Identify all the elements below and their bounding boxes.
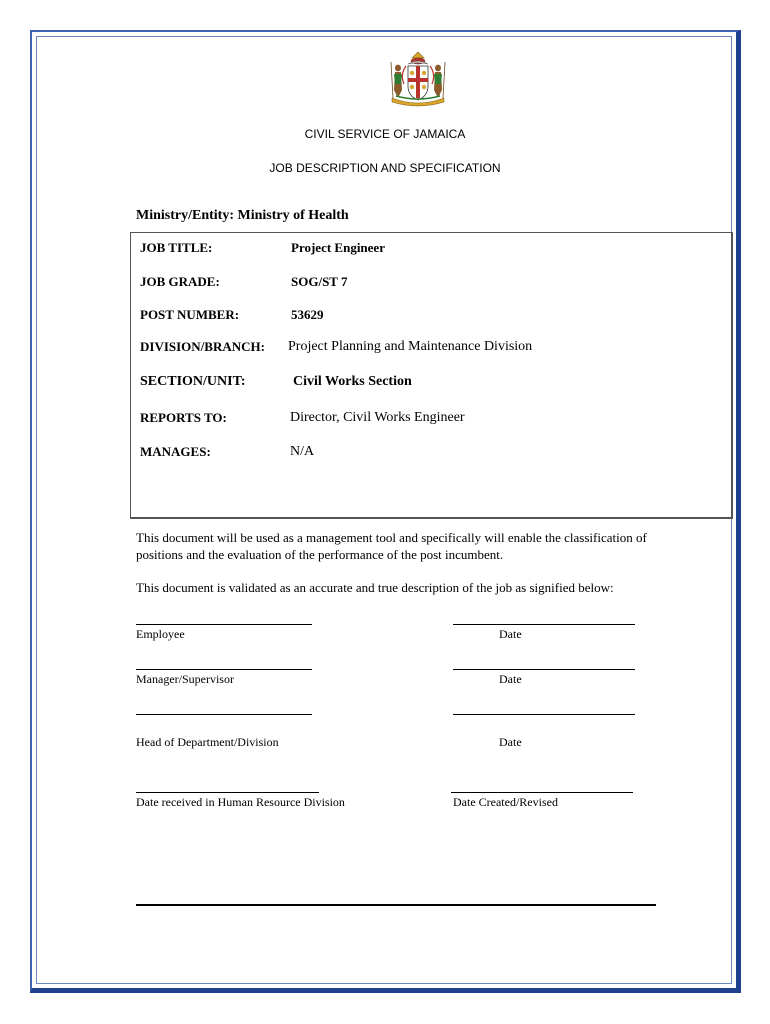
- org-heading: CIVIL SERVICE OF JAMAICA: [304, 127, 466, 141]
- employee-label: Employee: [136, 627, 185, 641]
- section-label: SECTION/UNIT:: [140, 374, 246, 389]
- job-title-label: JOB TITLE:: [140, 240, 213, 255]
- employee-date-line[interactable]: [453, 624, 635, 625]
- head-date-line[interactable]: [453, 714, 635, 715]
- division-label: DIVISION/BRANCH:: [140, 339, 265, 354]
- division-value: Project Planning and Maintenance Division: [288, 339, 533, 354]
- head-date-label: Date: [499, 735, 522, 749]
- job-grade-value: SOG/ST 7: [291, 274, 348, 289]
- ministry-heading: Ministry/Entity: Ministry of Health: [136, 208, 349, 223]
- created-date-line[interactable]: [451, 792, 633, 793]
- reports-to-value: Director, Civil Works Engineer: [290, 410, 465, 425]
- footer-rule: [136, 904, 656, 906]
- employee-signature-line[interactable]: [136, 624, 312, 625]
- section-value: Civil Works Section: [293, 374, 412, 389]
- post-number-value: 53629: [291, 307, 324, 322]
- manager-date-label: Date: [499, 672, 522, 686]
- head-label: Head of Department/Division: [136, 735, 279, 749]
- employee-date-label: Date: [499, 627, 522, 641]
- job-title-value: Project Engineer: [291, 240, 385, 255]
- manages-label: MANAGES:: [140, 444, 211, 459]
- head-signature-line[interactable]: [136, 714, 312, 715]
- job-grade-label: JOB GRADE:: [140, 274, 220, 289]
- validation-paragraph: This document is validated as an accurate and true description of the job as signified below:: [136, 580, 614, 595]
- coat-of-arms-icon: [386, 50, 450, 110]
- document-title: JOB DESCRIPTION AND SPECIFICATION: [269, 161, 501, 175]
- reports-to-label: REPORTS TO:: [140, 410, 227, 425]
- post-number-label: POST NUMBER:: [140, 307, 240, 322]
- purpose-paragraph: This document will be used as a management tool and specifically will enable the classification of positions and the evaluation of the performance of the post incumbent.: [136, 530, 647, 562]
- manager-signature-line[interactable]: [136, 669, 312, 670]
- created-revised-label: Date Created/Revised: [453, 795, 558, 809]
- manager-label: Manager/Supervisor: [136, 672, 234, 686]
- manages-value: N/A: [290, 444, 315, 459]
- hr-received-label: Date received in Human Resource Division: [136, 795, 345, 809]
- manager-date-line[interactable]: [453, 669, 635, 670]
- hr-received-line[interactable]: [136, 792, 319, 793]
